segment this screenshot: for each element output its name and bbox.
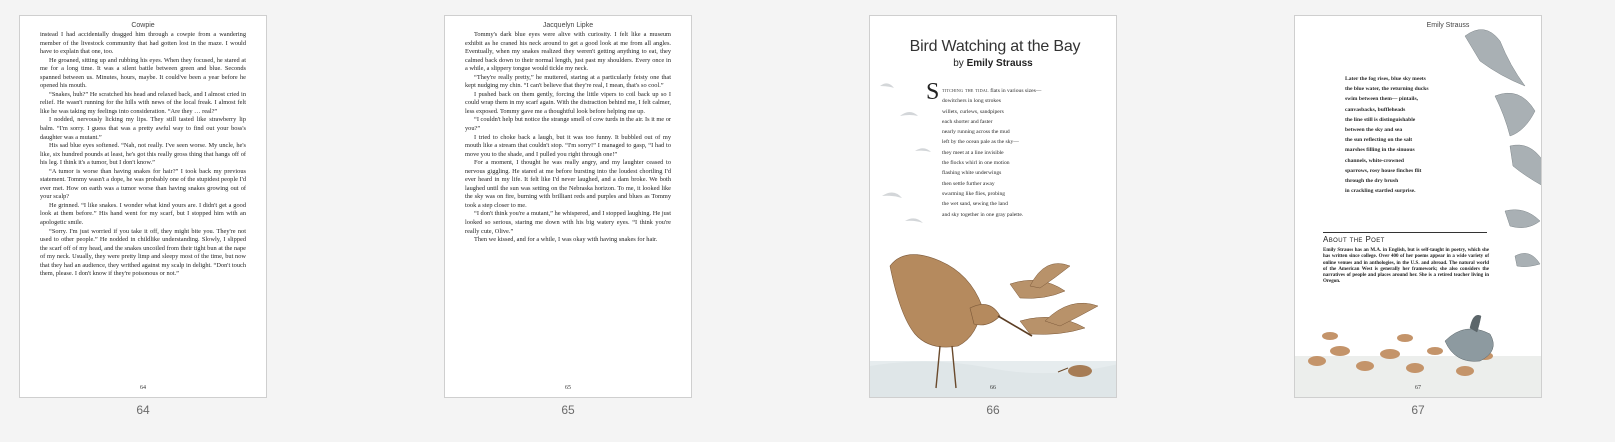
poem-line: canvasbacks, buffleheads [1345,106,1406,113]
poem-line: sparrows, rosy house finches flit [1345,167,1422,174]
paragraph: For a moment, I thought he was really angry, and my laughter ceased to nervous giggling. He stared at me before bursting into the loudest chortling I'd ever heard in my life. It felt like I'd never laughed, and a dam broke. We both laughed until the sun was setting on the Nebraska horizon. To me, it looked like the sky was on fire, burning with brilliant reds and purples and blues as Tommy took a step closer to me. [465,159,671,209]
paragraph: He groaned, sitting up and rubbing his eyes. When they focused, he stared at me for a long time. It was a silent battle between green and blue. Seconds spanned between us. Minutes, hours, maybe. It could've been a year before he opened his mouth. [40,56,246,90]
paragraph: “Sorry. I'm just worried if you take it off, they might bite you. They're not used to other people.” He nodded in childlike understanding. Slowly, I slipped the scarf off of my head, and the snakes uncoiled from their tight bun at the nape of my neck. Usually, they were pretty limp and sleepy most of the time, but now that they had an audience, they writhed against my scalp in delight. “Don't touch them, please. I don't know if they're poisonous or not.” [40,227,246,278]
paragraph: Tommy's dark blue eyes were alive with curiosity. I felt like a museum exhibit as he craned his neck around to get a good look at me from all angles. Eventually, when my snakes realized they weren't getting anything to eat, they calmed back down to their normal length, just past my shoulders. Every once in a while, a slippery tongue would tickle my neck. [465,31,671,73]
poem-line: and sky together in one gray palette. [942,211,1024,218]
first-word: titching the tidal [942,88,989,94]
page-label-65: 65 [561,403,575,417]
poem-line: swarming like flies, probing [942,190,1006,197]
paragraph: Then we kissed, and for a while, I was okay with having snakes for hair. [474,236,658,244]
paragraph: “I don't think you're a mutant,” he whispered, and I stopped laughing. He just looked so serious, staring me down with his big watery eyes. “I think you're really cute, Olive.” [465,210,671,235]
poem-line: marshes filling in the sinuous [1345,147,1415,154]
page-label-67: 67 [1411,403,1425,417]
poem-line: channels, white-crowned [1345,157,1404,164]
byline-by: by [953,58,964,69]
poem-line: the wet sand, sewing the land [942,201,1008,208]
page-64[interactable] [19,15,267,398]
paragraph: I tried to choke back a laugh, but it was too funny. It bubbled out of my mouth like a stream that couldn't stop. “I'm sorry!” I managed to gasp, “I had to move you to the shade, and I pulled you right through one!” [465,133,671,158]
poem-line: in crackling startled surprise. [1345,188,1416,195]
poem-line: left by the ocean pale as the sky— [942,139,1019,146]
page-folio: 64 [140,385,146,391]
page-folio: 66 [990,385,996,391]
poem-line: between the sky and sea [1345,127,1403,134]
about-text: Emily Strauss has an M.A. in English, but is self-taught in poetry, which she has written since college. Over 400 of her poems appear in a wide variety of online venues and in anthologies, in the U.S. and abroad. The natural world of the American West is generally her framework; she also considers the narratives of people and places around her. She is a retired teacher living in Oregon. [1323,248,1489,285]
poem-line: the flocks whirl in one motion [942,160,1010,167]
paragraph: “I couldn't help but notice the strange smell of cow turds in the air. Is it me or you?” [465,116,671,133]
poem-line: then settle further away [942,180,995,187]
poem-body [942,86,1112,220]
paragraph: I nodded, nervously licking my lips. They still tasted like strawberry lip balm. “I'm sorry. I guess that was a pretty awful way to find out your boss's daughter was a mutant.” [40,116,246,141]
poem-line: nearly running across the mud [942,129,1010,136]
paragraph: “Snakes, huh?” He scratched his head and relaxed back, and I almost cried in relief. He wasn't running for the hills with news of the local freak. I almost felt like he was taking my feelings into consideration. “Are they … real?” [40,90,246,115]
page-text [465,31,671,245]
poem-line: each shorter and faster [942,118,993,125]
poem-byline [870,58,1116,69]
page-65[interactable] [444,15,692,398]
running-head: Emily Strauss [1426,22,1470,29]
page-67[interactable] [1294,15,1542,398]
poem-body [1345,74,1485,196]
page-text [40,31,246,279]
poem-line: through the dry brush [1345,178,1399,185]
page-label-64: 64 [136,403,150,417]
running-head: Jacquelyn Lipke [542,22,594,29]
poem-line: Later the fog rises, blue sky meets [1345,76,1426,82]
page-folio: 67 [1415,385,1421,391]
paragraph: He grinned. “I like snakes. I wonder what kind yours are. I didn't get a good look at them before.” His hand went for my scarf, but I stopped him with an apologetic smile. [40,201,246,227]
poem-title: Bird Watching at the Bay [909,38,1081,55]
page-66[interactable] [869,15,1117,398]
paragraph: instead I had accidentally dragged him through a cowpie from a wandering member of the livestock community that had gotten lost in the maze. I would have to explain that one, too. [40,31,246,56]
paragraph: His sad blue eyes softened. “Nah, not really. I've seen worse. My uncle, he's like, six hundred pounds at least, he's got this really gross thing that hangs off of his leg. I think it's a tumor, but I don't know.” [40,142,246,167]
page-label-66: 66 [986,403,1000,417]
running-head: Cowpie [131,22,155,29]
poem-line: flashing white underwings [942,170,1002,177]
about-heading: About the Poet [1323,235,1385,244]
poem-line: dowitchers in long strokes [942,98,1001,105]
poem-line: they meet at a line invisible [942,149,1004,156]
paragraph: “A tumor is worse than having snakes for hair?” I took back my previous statement. Tommy wasn't a dope, he was probably one of the stupidest people I'd ever met. How on earth was a tumor worse than having snakes growing out of your scalp? [40,167,246,201]
poem-line: the line still is distinguishable [1345,116,1416,123]
paragraph: “They're really pretty,” he muttered, staring at a particularly feisty one that kept nudging my chin. “I can't believe that they're real, I mean, that's so cool.” [465,73,671,90]
poem-line: swim between them— pintails, [1345,96,1419,103]
poem-line: the blue water, the returning ducks [1345,86,1429,93]
paragraph: I pushed back on them gently, forcing the little vipers to coil back up so I could wrap them in my scarf again. With the distraction behind me, I felt calmer, less exposed. Tommy gave me a thoughtful look before helping me up. [465,90,671,115]
poem-line: willets, curlews, sandpipers [942,108,1004,115]
author-name: Emily Strauss [966,58,1033,69]
page-folio: 65 [565,385,571,391]
poem-line: titching the tidal flats in various sizes— [942,88,1042,94]
poem-line: the sun reflecting on the salt [1345,137,1413,144]
drop-cap: S [926,79,940,105]
about-divider [1323,232,1487,233]
